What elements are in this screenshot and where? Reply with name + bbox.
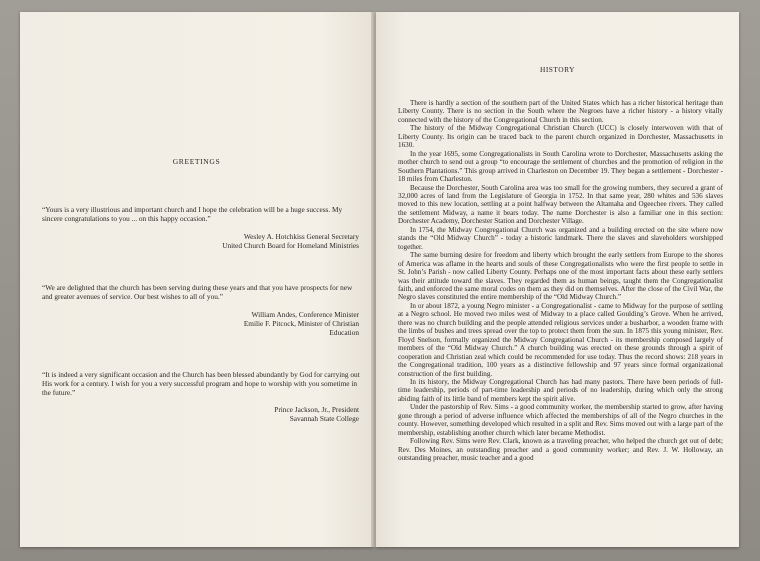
signature-line: Education (329, 328, 359, 338)
history-heading: HISTORY (540, 65, 575, 74)
signature-line: United Church Board for Homeland Ministries (222, 241, 359, 251)
right-page (376, 12, 739, 547)
signature-line: William Andes, Conference Minister (251, 310, 359, 319)
greeting-quote-3: “It is indeed a very significant occasion and the Church has been blessed abundantly by God for carrying out His work for a century. I wish for you a very successful program and hope to worship with you sometime in the future.” (42, 370, 360, 398)
greeting-signature-1 (59, 232, 359, 250)
history-paragraph: In 1754, the Midway Congregational Church was organized and a building erected on the site where now stands the “Old Midway Church” - today a historic landmark. There the slaves and slaveholders worshipped together. (398, 225, 723, 251)
left-page (20, 12, 373, 547)
greeting-quote-1: “Yours is a very illustrious and important church and I hope the celebration will be a huge success. My sincere congratulations to you ... on this happy occasion.” (42, 205, 343, 224)
greeting-signature-2 (59, 310, 359, 338)
history-paragraph: In the year 1695, some Congregationalists in South Carolina wrote to Dorchester, Massachusetts asking the mother church to send out a group “to encourage the settlement of churches and the promotion of religion in the Southern Plantations.” This group arrived in Charleston on December 19. They began a settlement - Dorchester - 18 miles from Charleston. (398, 149, 723, 184)
signature-line: Prince Jackson, Jr., President (274, 405, 359, 414)
signature-line: Savannah State College (289, 414, 359, 424)
greeting-quote-2: “We are delighted that the church has been serving during these years and that you have prospects for new and greater avenues of service. Our best wishes to all of you.” (42, 283, 353, 302)
greeting-signature-3 (59, 405, 359, 423)
history-paragraph: In its history, the Midway Congregational Church has had many pastors. There have been periods of full-time leadership, periods of part-time leadership and periods of no leadership, during which only the strong abiding faith of its little band of members kept the spirit alive. (398, 377, 723, 403)
history-paragraph: Under the pastorship of Rev. Sims - a good community worker, the membership started to grow, after having gone through a period of adverse influence which affected the memberships of all of the Negro churches in the county. However, something developed which resulted in a split and Rev. Sims moved out with a large part of the membership, establishing another church which later became Methodist. (398, 403, 723, 437)
greetings-heading: GREETINGS (172, 157, 221, 166)
history-paragraph: Because the Dorchester, South Carolina area was too small for the growing numbers, they secured a grant of 32,000 acres of land from the Legislature of Georgia in 1752. In that same year, 280 whites and 536 slaves moved to this new location, settling at a point halfway between the Altamaha and Ogeechee rivers. They called the settlement Midway, a name it bears today. The name Dorchester is also a familiar one in this section: Dorchester Academy, Dorchester Station and Dorchester Village. (398, 183, 723, 226)
history-paragraph: Following Rev. Sims were Rev. Clark, known as a traveling preacher, who helped the church get out of debt; Rev. Des Moines, an outstanding preacher and a good community worker; and Rev. J. W. Holloway, an outstanding preacher, music teacher and a good (398, 437, 723, 463)
signature-line: Wesley A. Hotchkiss General Secretary (243, 232, 359, 241)
signature-line: Emilie F. Pitcock, Minister of Christian (243, 319, 359, 329)
history-text (398, 99, 723, 462)
history-paragraph: In or about 1872, a young Negro minister - a Congregationalist - came to Midway for the purpose of settling at a Negro school. He moved two miles west of Midway to a place called Goulding’s Grove. When he arrived, there was no church building and the people attended religious services under a busharbor, a wooden frame with the limbs of bushes and trees spread over the top to protect them from the sun. In 1875 this young minister, Rev. Floyd Snelson, formally organized the Midway Congregational Church - its membership composed largely of members of the “Old Midway Church.” A church building was erected on these grounds through a spirit of cooperation and Christian zeal which could be recommended for use today. Thus the record shows: 218 years in the Congregational tradition, 100 years as a distinctive fellowship and 97 years since formal organizational construction of the first building. (398, 301, 723, 378)
history-paragraph: The same burning desire for freedom and liberty which brought the early settlers from Europe to the shores of America was aflame in the hearts and souls of these Congregationalists who were the first people to settle in St. John’s Parish - now called Liberty County. Perhaps one of the most important facts about these early settlers was their attitude toward the slaves. They regarded them as human beings, taught them the Congregationalist faith, and enforced the same moral codes on them as they did on themselves. After the close of the Civil War, the Negro slaves constituted the entire membership of the “Old Midway Church.” (398, 251, 723, 302)
history-paragraph: There is hardly a section of the southern part of the United States which has a richer historical heritage than Liberty County. There is no section in the South where the Negroes have a richer history - a history vitally connected with the history of the Congregational Church in this section. (398, 99, 723, 124)
history-paragraph: The history of the Midway Congregational Christian Church (UCC) is closely interwoven with that of Liberty County. Its origin can be traced back to the parent church organized in Dorchester, Massachusetts in 1630. (398, 124, 723, 150)
